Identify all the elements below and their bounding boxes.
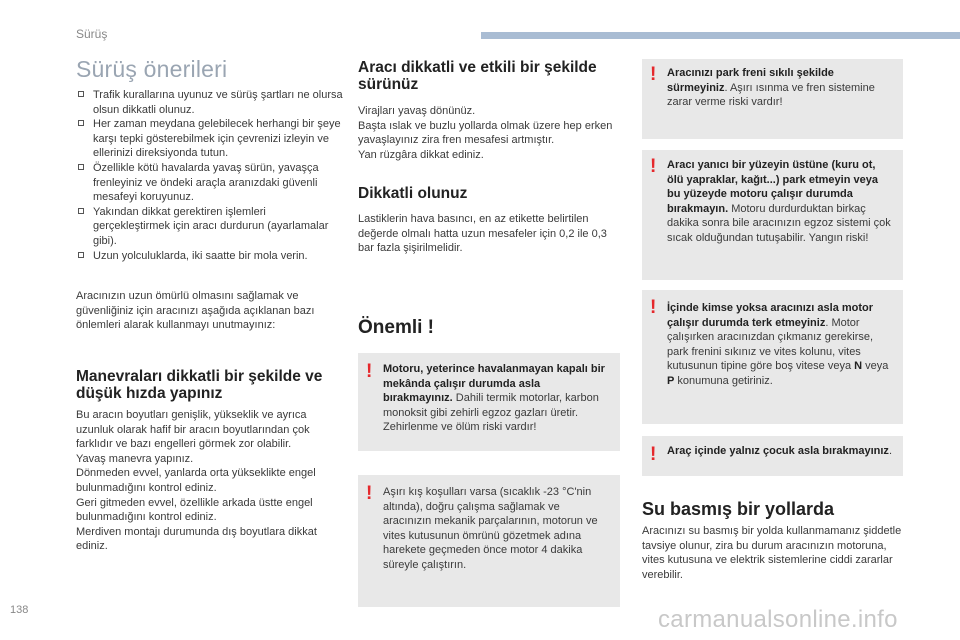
important-heading: Önemli ! (358, 317, 435, 338)
warning-text: Aracı yanıcı bir yüzeyin üstüne (kuru ot, ölü yapraklar, kağıt...) park etmeyin veya bu yüzeyde motoru çalışır durumda bırakmayın. Motoru durdurduktan birkaç dakika sonra bile aracınızın egzoz sistemi çok sıcak olduğundan tutuşabilir. Yangın riski! (667, 159, 891, 244)
page-title: Sürüş önerileri (76, 56, 228, 82)
warning-box (358, 475, 620, 607)
warning-box (642, 436, 903, 476)
warning-exclamation-icon: ! (650, 297, 657, 318)
page-number: 138 (10, 604, 29, 616)
header-bar (481, 32, 960, 39)
warning-box (358, 353, 620, 451)
warning-text: Araç içinde yalnız çocuk asla bırakmayınız. (667, 445, 892, 457)
flood-heading: Su basmış bir yollarda (642, 499, 835, 519)
intro-paragraph: Aracınızın uzun ömürlü olmasını sağlamak ve güvenliğiniz için aracınızı aşağıda açıklanan bazı önlemleri alarak kullanmayı unutmayınız: (76, 290, 315, 332)
warning-text: İçinde kimse yoksa aracınızı asla motor çalışır durumda terk etmeyiniz. Motor çalışırken aracınızdan çıkmanız gerekirse, park frenini sıkınız ve vites kolunu, vites kutusunun tipine göre boş vitese veya N veya P konumuna getiriniz. (667, 302, 889, 387)
list-item: Her zaman meydana gelebilecek herhangi bir şeye karşı tepki gösterebilmek için çevrenizi izleyin ve ellerinizi direksiyonda tutun. (76, 117, 344, 161)
flood-paragraph: Aracınızı su basmış bir yolda kullanmamanız şiddetle tavsiye olunur, zira bu durum aracınızın motoruna, vites kutusuna ve elektrik sistemlerine ciddi zararlar verebilir. (642, 525, 902, 581)
warning-exclamation-icon: ! (650, 444, 657, 465)
checkbox-bullet-icon (78, 252, 84, 258)
warning-text: Aşırı kış koşulları varsa (sıcaklık -23 °C'nin altında), doğru çalışma sağlamak ve aracınızın mekanik parçalarının, motorun ve vites kutusunun ömrünü gözetmek adına harekete geçmeden önce motor 4 dakika süreyle çalıştırın. (383, 486, 598, 571)
checkbox-bullet-icon (78, 164, 84, 170)
list-item: Trafik kurallarına uyunuz ve sürüş şartları ne olursa olsun dikkatli olunuz. (76, 88, 344, 117)
warning-box (642, 290, 903, 424)
warning-box (642, 150, 903, 280)
warning-exclamation-icon: ! (366, 483, 373, 504)
maneuver-heading: Manevraları dikkatli bir şekilde ve düşük hızda yapınız (76, 368, 323, 402)
warning-box (642, 59, 903, 139)
checkbox-bullet-icon (78, 208, 84, 214)
list-item: Özellikle kötü havalarda yavaş sürün, yavaşça frenleyiniz ve öndeki araçla aranızdaki güvenli mesafeyi koruyunuz. (76, 161, 344, 205)
warning-exclamation-icon: ! (650, 64, 657, 85)
warning-text: Motoru, yeterince havalanmayan kapalı bir mekânda çalışır durumda asla bırakmayınız. Dahili termik motorlar, karbon monoksit gibi zehirli egzoz gazları üretir. Zehirlenme ve ölüm riski vardır! (383, 363, 605, 434)
maneuver-paragraph: Bu aracın boyutları genişlik, yükseklik ve ayrıca uzunluk olarak hafif bir aracın boyutlarından çok farklıdır ve bazı engelleri görmek zor olabilir. Yavaş manevra yapınız. Dönmeden evvel, yanlarda orta yükseklikte engel bulunmadığını kontrol ediniz. Geri gitmeden evvel, özellikle arkada üstte engel bulunmadığını kontrol ediniz. Merdiven montajı durumunda dış boyutlara dikkat ediniz. (76, 409, 317, 553)
warning-exclamation-icon: ! (366, 361, 373, 382)
warning-exclamation-icon: ! (650, 156, 657, 177)
checkbox-bullet-icon (78, 91, 84, 97)
warning-text: Aracınızı park freni sıkılı şekilde sürmeyiniz. Aşırı ısınma ve fren sistemine zarar verme riski vardır! (667, 67, 875, 109)
list-item: Yakından dikkat gerektiren işlemleri gerçekleştirmek için aracı durdurun (ayarlamalar gibi). (76, 205, 344, 249)
list-item: Uzun yolculuklarda, iki saatte bir mola verin. (76, 249, 344, 264)
advice-list (76, 88, 344, 263)
careful-drive-paragraph: Virajları yavaş dönünüz. Başta ıslak ve buzlu yollarda olmak üzere hep erken yavaşlayınız zira fren mesafesi artmıştır. Yan rüzgâra dikkat ediniz. (358, 105, 613, 161)
watermark: carmanualsonline.info (658, 606, 898, 633)
checkbox-bullet-icon (78, 120, 84, 126)
attention-paragraph: Lastiklerin hava basıncı, en az etikette belirtilen değerde olmalı hatta uzun mesafeler için 0,2 ile 0,3 bar fazla şişirilmelidir. (358, 213, 607, 255)
attention-heading: Dikkatli olunuz (358, 185, 468, 202)
careful-drive-heading: Aracı dikkatli ve etkili bir şekilde sürünüz (358, 59, 597, 93)
section-label: Sürüş (76, 27, 108, 41)
